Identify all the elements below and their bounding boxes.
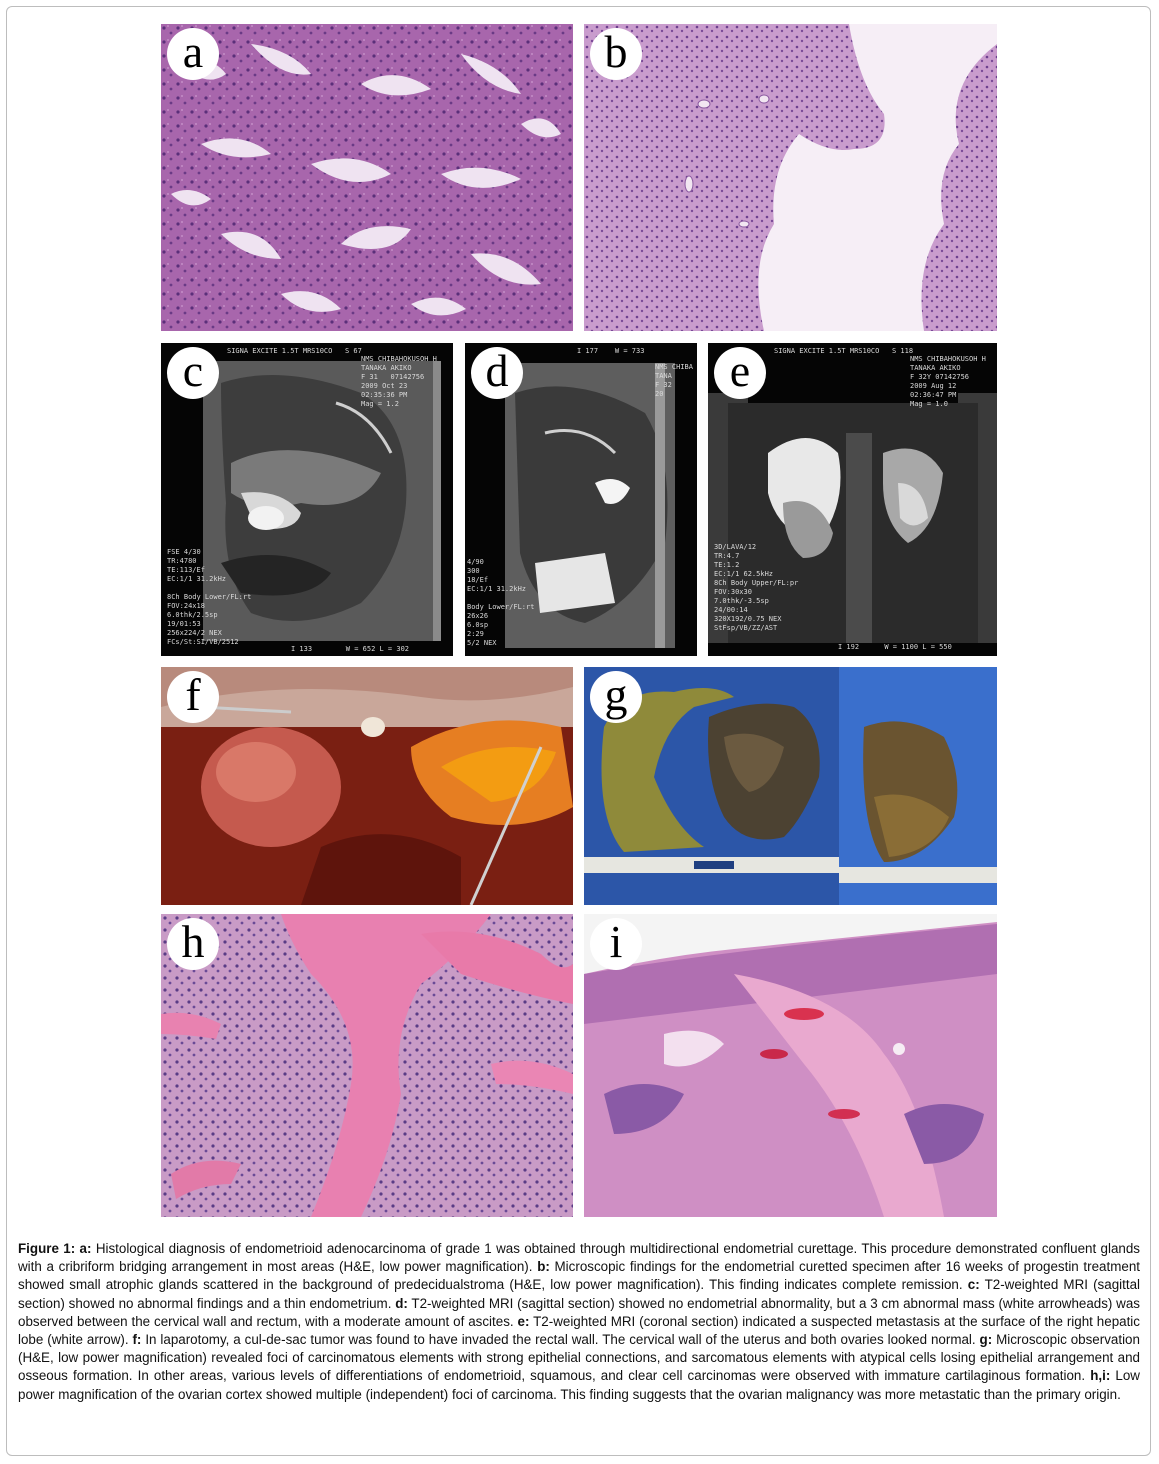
caption-d-label: d:	[395, 1295, 408, 1311]
panel-label-i: i	[590, 918, 642, 970]
mri-d-bottomleft-text: 4/90 300 18/Ef EC:1/1 31.2kHz Body Lower/FL:rt 26x26 6.0sp 2:29 5/2 NEX	[467, 558, 535, 647]
panel-label-g: g	[590, 671, 642, 723]
caption-b-label: b:	[537, 1259, 550, 1275]
panel-label-c: c	[167, 347, 219, 399]
caption-f-label: f:	[132, 1332, 142, 1348]
panel-c-mri-image	[161, 343, 453, 656]
mri-d-topright-text: NMS CHIBA TANA F 32 20	[655, 363, 693, 398]
mri-c-bottomleft-text: FSE 4/30 TR:4780 TE:113/Ef EC:1/1 31.2kHz 8Ch Body Lower/FL:rt FOV:24x18 6.0thk/2.5sp 19/01:53 256x224/2 NEX FCs/St:SI/VB/2512	[167, 548, 252, 646]
panel-i-histology-image	[584, 914, 997, 1217]
panel-g-specimen-photo	[584, 667, 997, 905]
caption-g-text: Microscopic observation (H&E, low power magnification) revealed foci of carcinomatous elements with strong epithelial connections, and sarcomatous elements with atypical cells losing epithelial arrangement and osseous formation. In other areas, various levels of differentiations of endometrioid, squamous, and clear cell carcinomas were observed with immature cartilaginous formation.	[18, 1332, 1140, 1384]
caption-c-text: T2-weighted MRI (sagittal section) showed no abnormal findings and a thin endometrium.	[18, 1277, 1140, 1311]
mri-e-topright-text: NMS CHIBAHOKUSOH H TANAKA AKIKO F 32Y 07142756 2009 Aug 12 02:36:47 PM Mag = 1.0	[910, 355, 986, 408]
panel-label-d: d	[471, 347, 523, 399]
caption-f-text: In laparotomy, a cul-de-sac tumor was found to have invaded the rectal wall. The cervical wall of the uterus and both ovaries looked normal.	[145, 1332, 976, 1348]
panel-h-histology-image	[161, 914, 573, 1217]
panel-label-e: e	[714, 347, 766, 399]
mri-c-topright-text: NMS CHIBAHOKUSOH H TANAKA AKIKO F 31 07142756 2009 Oct 23 02:35:36 PM Mag = 1.2	[361, 355, 437, 408]
caption-g-label: g:	[979, 1332, 993, 1348]
caption-c-label: c:	[967, 1277, 980, 1293]
panel-label-a: a	[167, 28, 219, 80]
panel-d-mri-image	[465, 343, 697, 656]
caption-e-label: e:	[517, 1313, 530, 1329]
mri-e-top-text: SIGNA EXCITE 1.5T MRS10CO S 118	[774, 347, 914, 355]
caption-d-text: T2-weighted MRI (sagittal section) showed no endometrial abnormality, but a 3 cm abnormal mass (white arrowheads) was observed between the cervical wall and rectum, with a moderate amount of ascites.	[18, 1295, 1140, 1329]
caption-hi-label: h,i:	[1090, 1368, 1111, 1384]
caption-b-text: Microscopic findings for the endometrial curetted specimen after 16 weeks of progestin treatment showed small atrophic glands scattered in the background of predecidualstroma (H&E, low power magnification). This finding indicates complete remission.	[18, 1259, 1140, 1293]
panel-a-histology-image	[161, 24, 573, 331]
caption-e-text: T2-weighted MRI (coronal section) indicated a suspected metastasis at the surface of the right hepatic lobe (white arrow).	[18, 1313, 1140, 1348]
caption-hi-text: Low power magnification of the ovarian cortex showed multiple (independent) foci of carcinoma. This finding suggests that the ovarian malignancy was more metastatic than the primary origin.	[18, 1368, 1140, 1402]
caption-figure-label: Figure 1:	[18, 1241, 76, 1256]
mri-c-top-text: SIGNA EXCITE 1.5T MRS10CO S 67	[227, 347, 362, 355]
mri-d-top-text: I 177 W = 733	[577, 347, 645, 355]
mri-c-bottom-text: I 133 W = 652 L = 302	[291, 645, 410, 653]
panel-label-h: h	[167, 918, 219, 970]
panel-f-laparotomy-photo	[161, 667, 573, 905]
figure-caption	[18, 1240, 1140, 1404]
caption-a-text: Histological diagnosis of endometrioid adenocarcinoma of grade 1 was obtained through multidirectional endometrial curettage. This procedure demonstrated confluent glands with a cribriform bridging arrangement in most areas (H&E, low power magnification).	[18, 1241, 1140, 1275]
panel-label-b: b	[590, 28, 642, 80]
mri-e-bottomleft-text: 3D/LAVA/12 TR:4.7 TE:1.2 EC:1/1 62.5kHz 8Ch Body Upper/FL:pr FOV:30x30 7.0thk/-3.5sp 24/00:14 320X192/0.75 NEX StFsp/VB/ZZ/AST	[714, 543, 799, 632]
caption-a-label: a:	[79, 1241, 92, 1256]
panel-b-histology-image	[584, 24, 997, 331]
panel-label-f: f	[167, 671, 219, 723]
panel-e-mri-image	[708, 343, 997, 656]
mri-e-bottom-text: I 192 W = 1100 L = 550	[838, 643, 952, 651]
